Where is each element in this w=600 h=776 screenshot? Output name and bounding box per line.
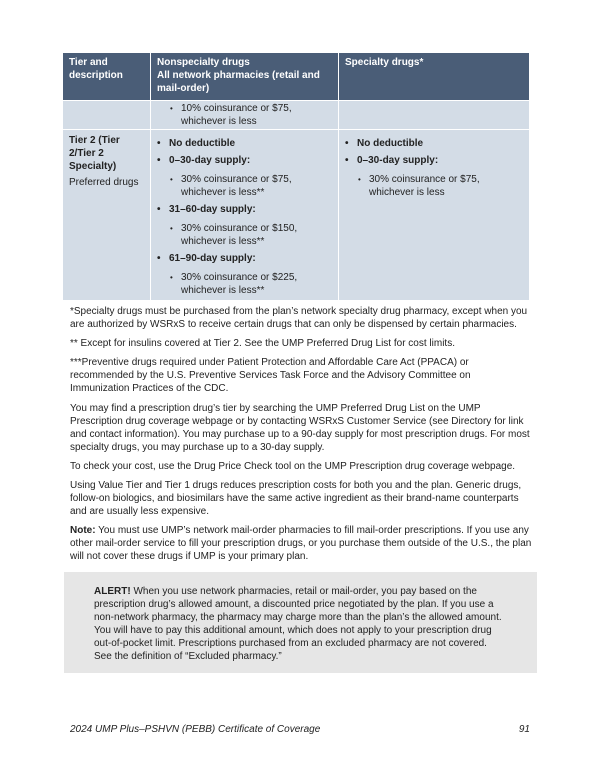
bullet-text: No deductible — [357, 138, 424, 149]
list-item — [157, 203, 332, 248]
list-item — [345, 154, 523, 199]
row1-specialty-cell — [339, 101, 529, 130]
bullet-text: 0–30-day supply: — [357, 155, 439, 166]
tier-description: Preferred drugs — [69, 177, 139, 188]
row2-nonspecialty-cell — [151, 130, 339, 301]
paragraph-value-tier: Using Value Tier and Tier 1 drugs reduces prescription costs for both you and the plan. Generic drugs, follow-on biologics, and biosimilars have the same active ingredient as their brand-name counterparts and are usually less expensive. — [70, 480, 522, 517]
list-item — [157, 137, 332, 150]
row1-tier-cell — [63, 101, 151, 130]
bullet-text: 61–90-day supply: — [169, 253, 256, 264]
footnote-insulin: ** Except for insulins covered at Tier 2. See the UMP Preferred Drug List for cost limits. — [70, 338, 455, 349]
tier-name: Tier 2 (Tier 2/Tier 2 Specialty) — [69, 135, 120, 172]
paragraph-price-check: To check your cost, use the Drug Price Check tool on the UMP Prescription drug coverage webpage. — [70, 461, 516, 472]
table-row — [63, 130, 529, 301]
page-number: 91 — [518, 724, 530, 735]
footer-title: 2024 UMP Plus–PSHVN (PEBB) Certificate of Coverage — [70, 724, 321, 735]
list-item: • 30% coinsurance or $75, whichever is less** — [169, 173, 332, 199]
list-item: • 30% coinsurance or $75, whichever is less — [357, 173, 523, 199]
coverage-table — [63, 53, 529, 301]
alert-text: When you use network pharmacies, retail or mail-order, you pay based on the prescription drug’s allowed amount, a discounted price negotiated by the plan. If you use a non-network pharmacy, the pharmacy may charge more than the plan’s the allowed amount. You will have to pay this additional amount, which does not apply to your prescription drug out-of-pocket limit. Prescriptions purchased from an excluded pharmacy are not covered. See the definition of “Excluded pharmacy.” — [94, 586, 502, 662]
alert-text-block — [94, 585, 504, 663]
header-nonspecialty — [151, 53, 339, 101]
footnote-preventive: ***Preventive drugs required under Patient Protection and Affordable Care Act (PPACA) or recommended by the U.S. Preventive Services Task Force and the Advisory Committee on Immunization Practices of the CDC. — [70, 357, 471, 394]
row1-nonspecialty-cell — [151, 101, 339, 130]
paragraph-tier-lookup: You may find a prescription drug’s tier by searching the UMP Preferred Drug List on the UMP Prescription drug coverage webpage or by contacting WSRxS Customer Service (see Directory for link and contact information). You may purchase up to a 90-day supply for most prescription drugs. For most specialty drugs, you may purchase up to a 30-day supply. — [70, 403, 530, 453]
table-row — [63, 101, 529, 130]
paragraph-mail-order-note — [70, 524, 532, 563]
row2-tier-cell — [63, 130, 151, 301]
alert-label: ALERT! — [94, 586, 131, 597]
bullet-text: 31–60-day supply: — [169, 204, 256, 215]
header-nonspecialty-subtitle: All network pharmacies (retail and mail-order) — [157, 70, 320, 94]
list-item — [157, 154, 332, 199]
note-label: Note: — [70, 525, 96, 536]
list-item — [345, 137, 523, 150]
list-item: • 30% coinsurance or $225, whichever is less** — [169, 271, 332, 297]
header-specialty: Specialty drugs* — [339, 53, 529, 101]
bullet-text: 0–30-day supply: — [169, 155, 251, 166]
list-item — [157, 252, 332, 297]
list-item: • 10% coinsurance or $75, whichever is less — [169, 102, 332, 128]
bullet-text: No deductible — [169, 138, 236, 149]
row2-specialty-cell — [339, 130, 529, 301]
note-text: You must use UMP’s network mail-order pharmacies to fill mail-order prescriptions. If you use any other mail-order service to fill your prescription drugs, or you purchase them outside of the U.S., the plan will not cover these drugs if UMP is your primary plan. — [70, 525, 532, 562]
page-footer — [70, 723, 530, 736]
header-tier: Tier and description — [63, 53, 151, 101]
list-item: • 30% coinsurance or $150, whichever is less** — [169, 222, 332, 248]
header-nonspecialty-title: Nonspecialty drugs — [157, 57, 250, 68]
table-header-row — [63, 53, 529, 101]
footnote-specialty: *Specialty drugs must be purchased from the plan’s network specialty drug pharmacy, except when you are authorized by WSRxS to receive certain drugs that can only be dispensed by certain pharmacies. — [70, 306, 528, 330]
alert-box — [64, 572, 537, 673]
